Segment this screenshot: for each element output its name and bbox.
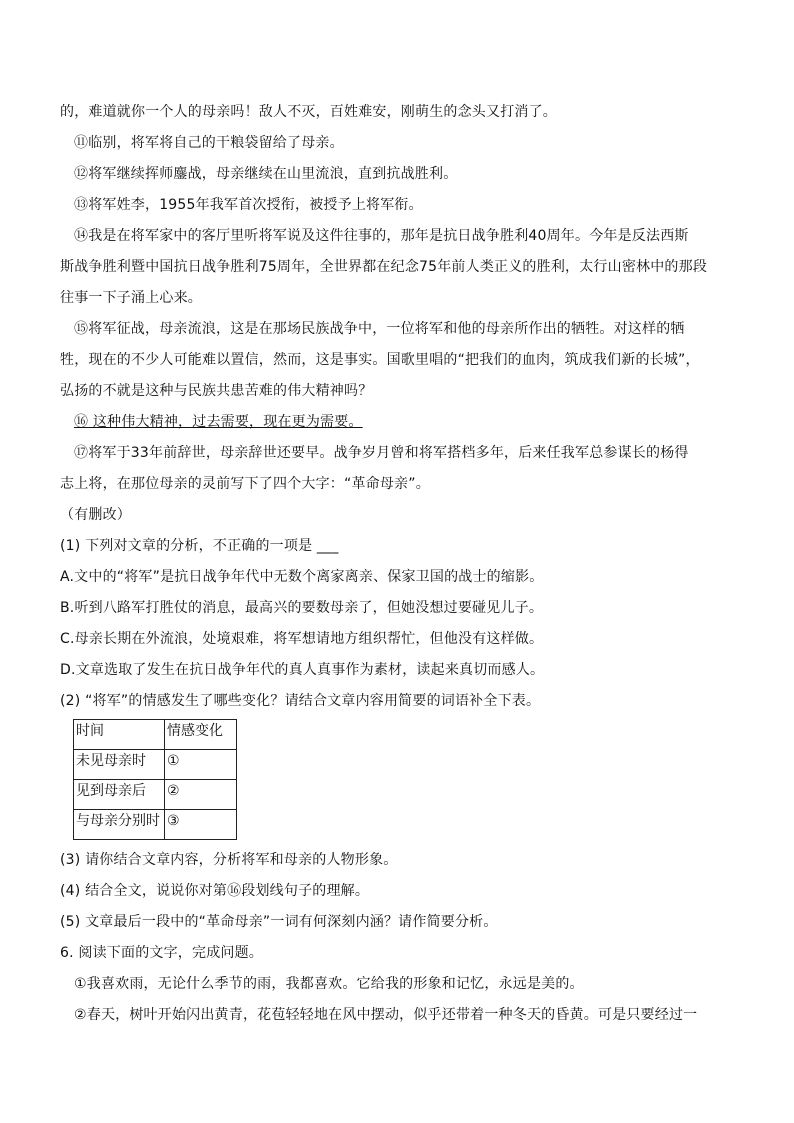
- paragraph-line: 牲，现在的不少人可能难以置信，然而，这是事实。国歌里唱的“把我们的血肉，筑成我们新的长城”，: [60, 352, 700, 368]
- paragraph-15: ⑮将军征战，母亲流浪，这是在那场民族战争中，一位将军和他的母亲所作出的牺牲。对这样的牺: [74, 321, 685, 337]
- paragraph-14: ⑭我是在将军家中的客厅里听将军说及这件往事的，那年是抗日战争胜利40周年。今年是反法西斯: [74, 228, 689, 244]
- section-6-paragraph-1: ①我喜欢雨，无论什么季节的雨，我都喜欢。它给我的形象和记忆，永远是美的。: [74, 976, 584, 992]
- paragraph-16-underlined: ⑯ 这种伟大精神，过去需要，现在更为需要。: [74, 414, 363, 430]
- question-2: (2) “将军”的情感发生了哪些变化？请结合文章内容用简要的词语补全下表。: [60, 693, 541, 709]
- option-c: C.母亲长期在外流浪，处境艰难，将军想请地方组织帮忙，但他没有这样做。: [60, 631, 544, 647]
- paragraph-12: ⑫将军继续挥师鏖战，母亲继续在山里流浪，直到抗战胜利。: [74, 166, 458, 182]
- paragraph-11: ⑪临别，将军将自己的干粮袋留给了母亲。: [74, 135, 344, 151]
- question-4: (4) 结合全文，说说你对第⑯段划线句子的理解。: [60, 883, 370, 899]
- table-header-row: [74, 720, 237, 750]
- option-a: A.文中的“将军”是抗日战争年代中无数个离家离亲、保家卫国的战士的缩影。: [60, 569, 544, 585]
- question-1: (1) 下列对文章的分析，不正确的一项是 ___: [60, 538, 339, 554]
- emotion-table: [73, 719, 237, 840]
- section-6-paragraph-2: ②春天，树叶开始闪出黄青，花苞轻轻地在风中摆动，似乎还带着一种冬天的昏黄。可是只要经过一: [74, 1007, 698, 1023]
- table-cell: ①: [165, 750, 237, 780]
- table-cell: 见到母亲后: [74, 780, 165, 810]
- paragraph-17: ⑰将军于33年前辞世，母亲辞世还要早。战争岁月曾和将军搭档多年，后来任我军总参谋长的杨得: [74, 445, 689, 461]
- table-header-cell: 情感变化: [165, 720, 237, 750]
- paragraph-13: ⑬将军姓李，1955年我军首次授衔，被授予上将军衔。: [74, 197, 423, 213]
- table-cell: 未见母亲时: [74, 750, 165, 780]
- paragraph-line: 志上将，在那位母亲的灵前写下了四个大字：“革命母亲”。: [60, 476, 430, 492]
- section-6-title: 6. 阅读下面的文字，完成问题。: [60, 945, 264, 961]
- table-row: [74, 780, 237, 810]
- table-header-cell: 时间: [74, 720, 165, 750]
- paragraph-line: 弘扬的不就是这种与民族共患苦难的伟大精神吗？: [60, 383, 373, 399]
- paragraph-line: 往事一下子涌上心来。: [60, 290, 202, 306]
- option-d: D.文章选取了发生在抗日战争年代的真人真事作为素材，读起来真切而感人。: [60, 662, 545, 678]
- table-row: [74, 750, 237, 780]
- paragraph-line: 的，难道就你一个人的母亲吗！敌人不灭，百姓难安，刚萌生的念头又打消了。: [60, 104, 557, 120]
- table-cell: 与母亲分别时: [74, 810, 165, 840]
- table-row: [74, 810, 237, 840]
- question-3: (3) 请你结合文章内容，分析将军和母亲的人物形象。: [60, 852, 398, 868]
- paragraph-line: 斯战争胜利暨中国抗日战争胜利75周年，全世界都在纪念75年前人类正义的胜利，太行山密林中的那段: [60, 259, 708, 275]
- table-cell: ③: [165, 810, 237, 840]
- option-b: B.听到八路军打胜仗的消息，最高兴的要数母亲了，但她没想过要碰见儿子。: [60, 600, 544, 616]
- question-5: (5) 文章最后一段中的“革命母亲”一词有何深刻内涵？请作简要分析。: [60, 914, 498, 930]
- table-cell: ②: [165, 780, 237, 810]
- source-note: （有删改）: [60, 507, 131, 523]
